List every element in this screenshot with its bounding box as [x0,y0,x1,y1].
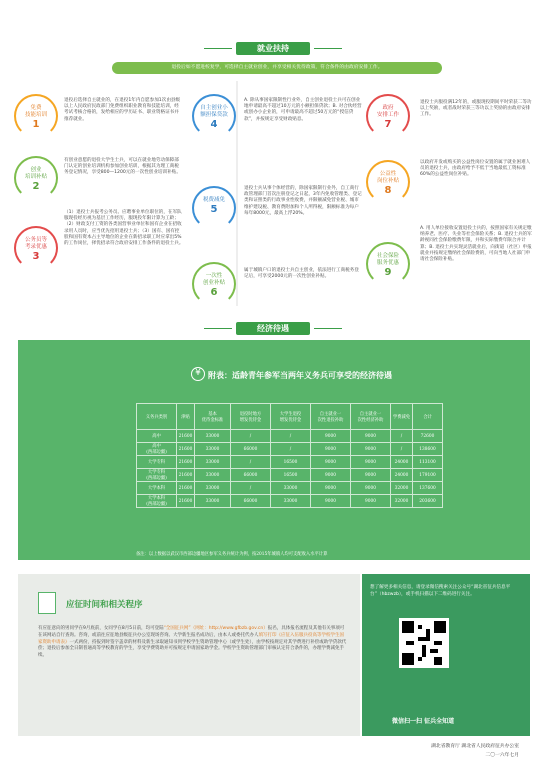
benefit-label: 公益性 岗位补贴 [376,171,399,184]
procedure-highlight: 填写打印《应征入伍服兵役高等学校学生国家资助申请表》 [38,632,344,645]
benefit-number: 9 [384,267,392,278]
benefit-3-badge [14,226,58,270]
table-cell: 113100 [413,456,443,469]
table-cell: 21600 [177,430,195,443]
benefit-label: 自主创业小 额担保贷款 [200,105,228,118]
table-cell: 33000 [271,495,311,508]
benefit-label: 公务员等 考录优惠 [24,237,47,250]
table-cell: 33000 [195,443,231,456]
table-cell: 33000 [271,482,311,495]
procedure-text: 报名，具体报名流程及其他有关事项可在该网站自行查询。咨询，或前往应征地县级征兵办公室现场咨询。大学新生报名成功后，由本人或委托代办人 [38,626,345,638]
benefit-label: 免费 技能培训 [24,105,47,118]
table-header: 义务兵类别 [137,404,177,430]
benefit-9-badge [366,242,410,286]
table-cell: 21600 [177,456,195,469]
employment-intro: 退役后如不愿进校复学，可选择自主就业创业，并享受相关优待政策，符合条件的由政府安排工作。 [112,62,442,74]
benefit-label: 税费减免 [202,197,225,203]
benefit-2-text: 有创业意愿的退役大学生士兵，可以在就业地劳动保障部门认定的创业培训机构参加创业培训，根据其为理工商税务登记情况，享受800—1200元的一次性创业培训补贴。 [64,158,181,176]
benefit-5-text: 退役士兵从事个体经营的，除国家限制行业外，自工商行政管理部门首次注册登记之日起，3年内免收管理类、登记类和证照类的行政事业性收费，并限额减免营业税、城市维护建设税、教育费附加和个人所得税，限额标准为每户每年8000元，最高上浮20%。 [244,186,362,216]
table-cell: 大学专科 [137,456,177,469]
table-cell: 21600 [177,469,195,482]
qr-caption: 微信扫一扫 征兵全知道 [392,718,455,725]
table-row [137,469,443,482]
table-header: 大学生退役 增发优待金 [271,404,311,430]
procedure-panel [18,574,360,736]
table-cell: 32000 [391,495,413,508]
table-cell: 大学本科 (西部边疆) [137,495,177,508]
table-cell: 66000 [231,469,271,482]
benefit-9-text: A. 用人单位接收安置退役士兵的，按照国家有关规定缴纳养老、医疗、失业等社会保险关系；B. 退役士兵的军龄视同社会保险缴费年限，并和实际缴费年限合并计算；B. 退役士兵实现灵活就业后，向街道（社区）申报就业并按规定缴纳社会保险费的，可向当地人社部门申请社会保险补贴。 [420,226,532,263]
procedure-body [38,626,348,660]
table-cell: 33000 [195,430,231,443]
website-link[interactable]: “全国征兵网”（网址：http://www.gfbzb.gov.cn） [163,626,268,631]
table-cell: 9000 [311,430,351,443]
table-cell: 9000 [311,482,351,495]
footer-date: 二〇一六年七月 [485,753,519,758]
benefit-label: 创业 培训补贴 [24,167,47,180]
benefit-number: 8 [384,185,392,196]
table-header: 学费减免 [391,404,413,430]
benefit-1-text: 退役后选择自主就业的，在退役1年内自愿参加1次由县级以上人民政府民政部门免费组织职业教育和技能培训，经考试考核合格的，发给相应的学历证书、职业资格证书并推荐就业。 [64,98,181,122]
benefit-8-text: 以政府开发或购买的公益性岗位安置的属于就业困难人员的退役士兵，由政府给予不低于当地最低工资标准60%的公益性岗位补贴。 [420,160,531,178]
benefit-3-text: （1）退役士兵报考公务员、应聘事业单位职位的，在军队服现役经历视为基层工作经历，服现役年限计算为工龄；（2）财政支付工资的各类国营事业单位和国有企业在招收录用人员时，应当优先招用退役士兵；（3）国有、国有控股和国有资本占主导地位的企业在新招录职工时应拿出5%的工作岗位，择优招录符合政府安排工作条件的退役士兵。 [64,210,184,247]
table-cell: 9000 [351,469,391,482]
benefit-number: 6 [210,287,218,298]
benefit-number: 5 [210,204,218,215]
table-cell: 9000 [351,456,391,469]
table-header: 自主就业一 次性经济补助 [351,404,391,430]
section-title-employment: 就业扶持 [236,42,310,55]
table-cell: 高中 (西部边疆) [137,443,177,456]
center-divider [236,81,238,306]
benefit-label: 社会保险 服务优惠 [376,253,399,266]
table-header: 自主就业一 次性退役补助 [311,404,351,430]
section-title-economic: 经济待遇 [236,322,310,335]
table-cell: 21600 [177,443,195,456]
benefit-6-badge [192,262,236,306]
table-cell: / [391,443,413,456]
table-cell: 9000 [351,443,391,456]
table-cell: 16500 [271,469,311,482]
table-cell: / [231,456,271,469]
benefit-5-badge [192,186,236,230]
benefit-4-text: A. 除从事国家限制性行业外，自主创业退役士兵可在创业地申请最高不超过10万元的小额担保贷款；B. 对合伙经营或创办小企业的，可申请最高不超过50万元的“授信贷款”，并按规定享受财政贴息。 [244,98,362,122]
table-cell: / [391,430,413,443]
table-cell: 33000 [195,495,231,508]
table-cell: 9000 [311,469,351,482]
yuan-icon: ¥ [191,367,205,381]
economic-table [136,403,443,508]
benefit-number: 4 [210,119,218,130]
benefit-label: 一次性 创业补贴 [202,273,225,286]
table-row [137,456,443,469]
table-cell: 138600 [413,443,443,456]
economic-panel [18,340,530,560]
benefit-4-badge [192,94,236,138]
table-cell: 9000 [311,495,351,508]
benefit-number: 3 [32,251,40,262]
table-row [137,495,443,508]
table-cell: 179100 [413,469,443,482]
table-header: 基本 优待金标准 [195,404,231,430]
table-note: 备注：以上数据以武汉市西部边疆地区参军义务兵统计为例，按2015年城镇人均可支配收入水平计算 [136,552,328,557]
table-header: 退役时地方 增发优待金 [231,404,271,430]
qr-text: 想了解更多相关信息，请登录微信搜索关注公众号“湖北省征兵信息平台”（hbzwzb），或手机扫描以下二维码进行关注。 [370,585,511,597]
document-icon [38,592,56,614]
table-cell: 大学专科 (西部边疆) [137,469,177,482]
table-header: 津贴 [177,404,195,430]
qr-code[interactable] [399,618,449,668]
table-cell: / [231,482,271,495]
qr-panel [362,574,530,736]
table-cell: 203600 [413,495,443,508]
table-cell: 9000 [351,482,391,495]
table-row [137,430,443,443]
table-cell: 33000 [195,469,231,482]
table-cell: / [271,443,311,456]
table-cell: 21600 [177,495,195,508]
benefit-7-badge [366,94,410,138]
footer-org: 湖北省教育厅 湖北省人民政府征兵办公室 [431,744,519,749]
benefit-number: 7 [384,119,392,130]
table-title: 附表：适龄青年参军当两年义务兵可享受的经济待遇 [208,371,392,380]
table-cell: 66000 [231,495,271,508]
table-cell: 24000 [391,456,413,469]
table-row [137,443,443,456]
benefit-6-text: 属于城镇户口的退役士兵自主创业，依法进行工商税务登记后，可享受2000元的一次性创业补贴。 [244,268,359,280]
table-cell: 33000 [195,482,231,495]
table-header: 合计 [413,404,443,430]
table-cell: 32000 [391,482,413,495]
table-cell: / [231,430,271,443]
table-cell: / [271,430,311,443]
benefit-label: 政府 安排工作 [376,105,399,118]
table-cell: 16500 [271,456,311,469]
benefit-number: 2 [32,181,40,192]
table-cell: 137600 [413,482,443,495]
benefit-8-badge [366,160,410,204]
table-cell: 9000 [311,443,351,456]
table-cell: 高中 [137,430,177,443]
table-cell: 24000 [391,469,413,482]
table-cell: 72600 [413,430,443,443]
table-cell: 33000 [195,456,231,469]
table-row [137,482,443,495]
benefit-7-text: 退役士兵服役满12年的，或服现役期间平时荣获二等功以上奖励，或者战时荣获三等功以上奖励的由政府安排工作。 [420,100,532,118]
table-cell: 9000 [311,456,351,469]
table-cell: 9000 [351,430,391,443]
procedure-text: 一式两份，持报到时签字盖章的材料及新生录取通知书到学校学生资助管理中心（或学生处），由学校按规定对其学费进行补偿或助学贷款代偿；退役后参加全日制普通高等学校教育的学生，享受学费资助并可按规定申请国家助学金。学校学生资助管理部门审核认定符合条件的，办理学费减免手续。 [38,639,347,659]
benefit-1-badge [14,94,58,138]
table-cell: 9000 [351,495,391,508]
procedure-title: 应征时间和相关程序 [66,600,143,610]
table-cell: 21600 [177,482,195,495]
table-cell: 大学本科 [137,482,177,495]
benefit-2-badge [14,156,58,200]
benefit-number: 1 [32,119,40,130]
procedure-text: 有应征意向的男同学在9月底前，女同学在8月5日前，均可登陆 [38,626,164,631]
table-cell: 66000 [231,443,271,456]
